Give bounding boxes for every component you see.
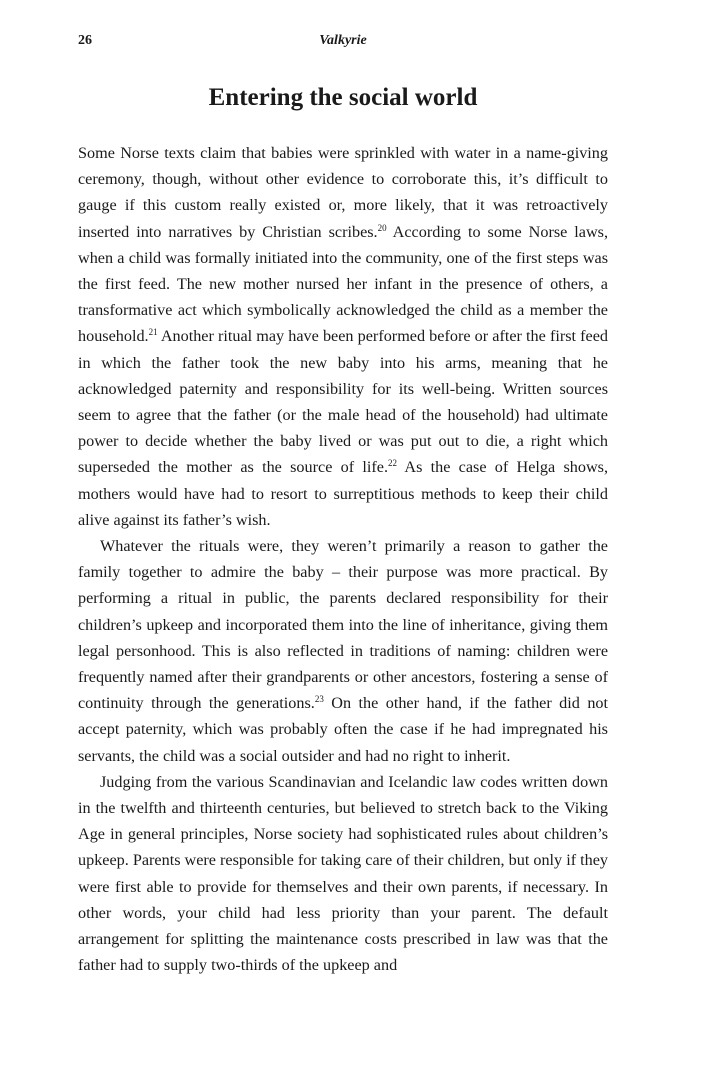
paragraph [78, 140, 608, 533]
text-run: As the case of Helga shows, mothers would have had to resort to surreptitious methods to keep their child alive against its father’s wish. [78, 458, 608, 529]
paragraph [78, 769, 608, 979]
text-run: According to some Norse laws, when a child was formally initiated into the community, one of the first steps was the first feed. The new mother nursed her infant in the presence of others, a transformative act which symbolically acknowledged the child as a member the household. [78, 222, 608, 346]
text-run: Whatever the rituals were, they weren’t primarily a reason to gather the family together to admire the baby – their purpose was more practical. By performing a ritual in public, the parents declared responsibility for their children’s upkeep and incorporated them into the line of inheritance, giving them legal personhood. This is also reflected in traditions of naming: children were frequently named after their grandparents or other ancestors, fostering a sense of continuity through the generations. [78, 537, 608, 713]
text-run: Another ritual may have been performed before or after the first feed in which the father took the new baby into his arms, meaning that he acknowledged paternity and responsibility for its well-being. Written sources seem to agree that the father (or the male head of the household) had ultimate power to decide whether the baby lived or was put out to die, a right which superseded the mother as the source of life. [78, 327, 608, 477]
section-heading: Entering the social world [208, 84, 478, 111]
page-number: 26 [78, 33, 92, 48]
paragraph [78, 533, 608, 769]
text-run: Some Norse texts claim that babies were sprinkled with water in a name-giving ceremony, though, without other evidence to corroborate this, it’s difficult to gauge if this custom really existed or, more likely, that it was retroactively inserted into narratives by Christian scribes. [78, 144, 608, 241]
footnote-ref: 23 [314, 694, 324, 705]
footnote-ref: 21 [148, 327, 158, 338]
running-title: Valkyrie [319, 33, 367, 48]
footnote-ref: 22 [388, 458, 398, 469]
body-text [78, 140, 608, 979]
footnote-ref: 20 [377, 222, 387, 233]
text-run: On the other hand, if the father did not accept paternity, which was probably often the case if he had impregnated his servants, the child was a social outsider and had no right to inherit. [78, 694, 609, 765]
running-head [78, 33, 608, 55]
text-run: Judging from the various Scandinavian and Icelandic law codes written down in the twelfth and thirteenth centuries, but believed to stretch back to the Viking Age in general principles, Norse society had sophisticated rules about children’s upkeep. Parents were responsible for taking care of their children, but only if they were first able to provide for themselves and their own parents, if necessary. In other words, your child had less priority than your parent. The default arrangement for splitting the maintenance costs prescribed in law was that the father had to supply two-thirds of the upkeep and [78, 772, 608, 975]
